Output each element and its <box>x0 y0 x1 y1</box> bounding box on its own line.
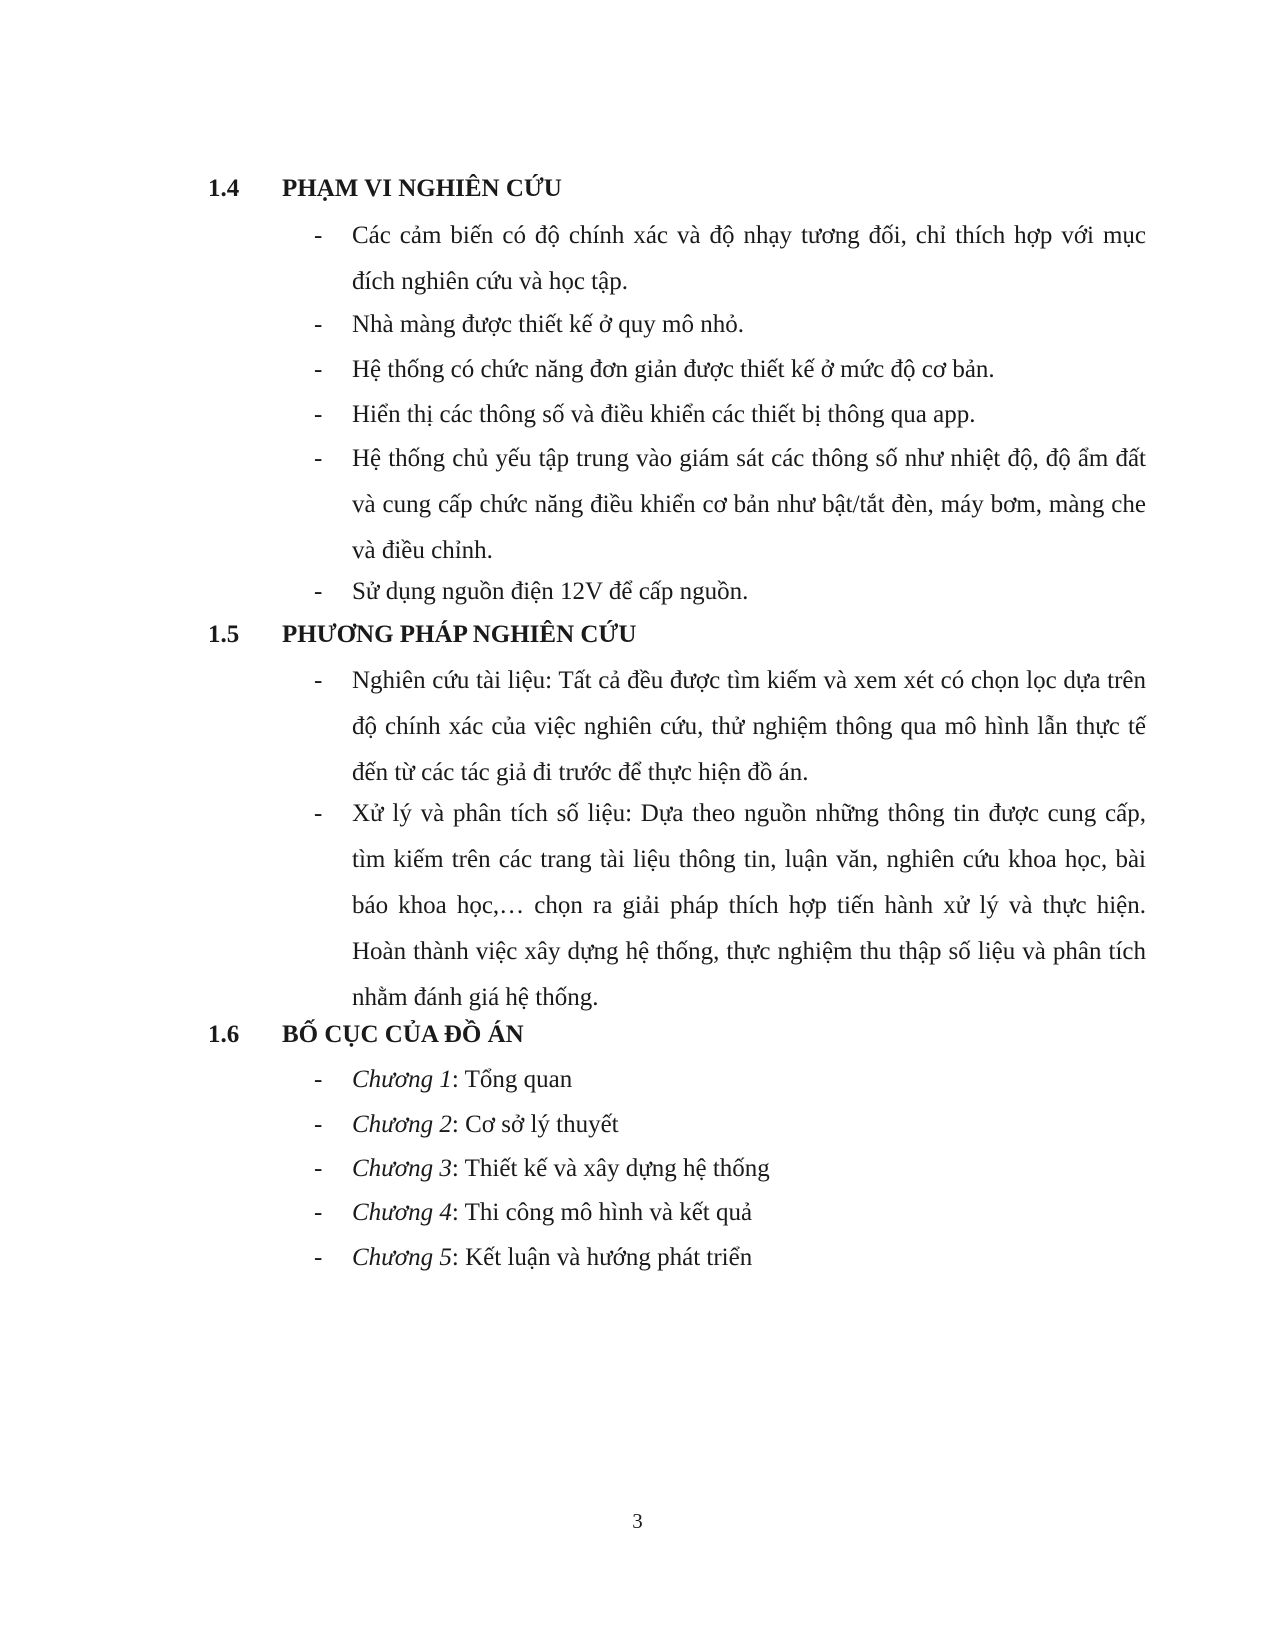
bullet-dash: - <box>314 401 323 428</box>
section-heading-1-5 <box>208 620 636 650</box>
list-item-text: Hệ thống có chức năng đơn giản được thiết kế ở mức độ cơ bản. <box>352 356 995 383</box>
list-item-text: Sử dụng nguồn điện 12V để cấp nguồn. <box>352 578 749 605</box>
bullet-dash: - <box>314 578 323 605</box>
chapter-title: : Cơ sở lý thuyết <box>451 1111 619 1138</box>
bullet-dash: - <box>314 1066 323 1093</box>
chapter-label: Chương 3 <box>352 1155 452 1182</box>
chapter-title: : Thi công mô hình và kết quả <box>451 1199 753 1226</box>
page-number: 3 <box>632 1509 643 1533</box>
section-heading-1-6 <box>208 1020 524 1050</box>
chapter-title: : Thiết kế và xây dựng hệ thống <box>451 1155 770 1182</box>
bullet-dash: - <box>314 1199 323 1226</box>
list-item-text: Xử lý và phân tích số liệu: Dựa theo nguồn những thông tin được cung cấp, tìm kiếm trên các trang tài liệu thông tin, luận văn, nghiên cứu khoa học, bài báo khoa học,… chọn ra giải pháp thích hợp tiến hành xử lý và thực hiện. Hoàn thành việc xây dựng hệ thống, thực nghiệm thu thập số liệu và phân tích nhằm đánh giá hệ thống. <box>352 800 1146 1011</box>
list-item-text <box>352 1102 1146 1148</box>
list-item-text: Nhà màng được thiết kế ở quy mô nhỏ. <box>352 311 745 338</box>
chapter-label: Chương 5 <box>352 1244 452 1271</box>
chapter-label: Chương 4 <box>352 1199 452 1226</box>
list-item-text <box>352 1190 1146 1236</box>
chapter-label: Chương 1 <box>352 1066 452 1093</box>
bullet-dash: - <box>314 800 323 827</box>
bullet-dash: - <box>314 1111 323 1138</box>
chapter-label: Chương 2 <box>352 1111 452 1138</box>
list-item-text <box>352 1146 1146 1192</box>
list-item-text <box>352 1057 1146 1103</box>
bullet-dash: - <box>314 667 323 694</box>
bullet-dash: - <box>314 222 323 249</box>
bullet-dash: - <box>314 1155 323 1182</box>
bullet-dash: - <box>314 311 323 338</box>
list-item-text: Hệ thống chủ yếu tập trung vào giám sát các thông số như nhiệt độ, độ ẩm đất và cung cấp chức năng điều khiển cơ bản như bật/tắt đèn, máy bơm, màng che và điều chỉnh. <box>352 445 1146 564</box>
list-item-text: Các cảm biến có độ chính xác và độ nhạy tương đối, chỉ thích hợp với mục đích nghiên cứu và học tập. <box>352 222 1146 295</box>
section-number: 1.4 <box>208 175 240 202</box>
section-heading-1-4 <box>208 174 562 204</box>
section-number: 1.5 <box>208 621 240 648</box>
bullet-dash: - <box>314 356 323 383</box>
chapter-title: : Kết luận và hướng phát triển <box>451 1244 753 1271</box>
chapter-title: : Tổng quan <box>451 1066 573 1093</box>
list-item-text: Hiển thị các thông số và điều khiển các thiết bị thông qua app. <box>352 401 976 428</box>
bullet-dash: - <box>314 1244 323 1271</box>
list-item-text <box>352 1235 1146 1281</box>
bullet-dash: - <box>314 445 323 472</box>
section-title: BỐ CỤC CỦA ĐỒ ÁN <box>282 1021 524 1048</box>
section-title: PHẠM VI NGHIÊN CỨU <box>282 175 562 202</box>
section-title: PHƯƠNG PHÁP NGHIÊN CỨU <box>282 621 637 648</box>
list-item-text: Nghiên cứu tài liệu: Tất cả đều được tìm kiếm và xem xét có chọn lọc dựa trên độ chính xác của việc nghiên cứu, thử nghiệm thông qua mô hình lẫn thực tế đến từ các tác giả đi trước để thực hiện đồ án. <box>352 667 1146 786</box>
section-number: 1.6 <box>208 1021 240 1048</box>
